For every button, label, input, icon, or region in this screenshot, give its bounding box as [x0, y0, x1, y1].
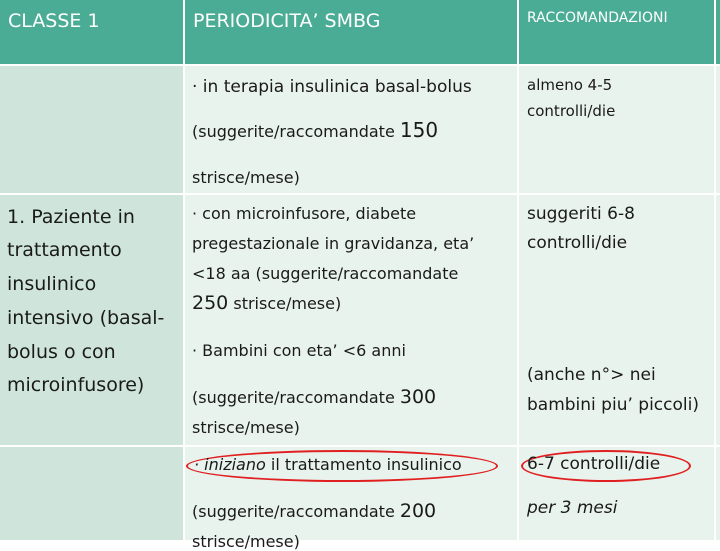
r2-frequency-a4	[192, 292, 341, 314]
r2-frequency-a2: pregestazionale in gravidanza, eta’	[192, 234, 475, 253]
row3-class-cell	[0, 446, 184, 540]
r2-class-line3: insulinico	[7, 273, 97, 295]
r3-recommendation-line1: 6-7 controlli/die	[527, 454, 661, 474]
r3-frequency-note: (suggerite/raccomandate	[192, 502, 395, 521]
r3-recommendation-line2: per 3 mesi	[527, 498, 618, 518]
r3-frequency-strips: 200	[399, 500, 437, 522]
header-recommendations: RACCOMANDAZIONI	[527, 10, 668, 26]
r2-recommendation-b2: bambini piu’ piccoli)	[527, 395, 699, 415]
r2-class-line5: bolus o con	[7, 341, 116, 363]
r2-frequency-b-note: (suggerite/raccomandate	[192, 388, 395, 407]
r2-class-line4: intensivo (basal-	[7, 307, 165, 329]
column-divider	[517, 0, 519, 540]
r2-recommendation-a1: suggeriti 6-8	[527, 204, 635, 224]
r1-frequency-line1: · in terapia insulinica basal-bolus	[192, 77, 472, 97]
r1-frequency-line3: strisce/mese)	[192, 168, 300, 187]
r3-frequency-line3: strisce/mese)	[192, 532, 300, 551]
r2-frequency-a1: · con microinfusore, diabete	[192, 204, 417, 223]
r2-frequency-a3: <18 aa (suggerite/raccomandate	[192, 264, 459, 283]
r2-recommendation-a2: controlli/die	[527, 233, 628, 253]
r2-frequency-b-strips: 300	[399, 386, 437, 408]
r2-frequency-b3: strisce/mese)	[192, 418, 300, 437]
row-divider	[0, 193, 720, 195]
r1-recommendation-line2: controlli/die	[527, 102, 616, 120]
r1-frequency-strips: 150	[399, 118, 439, 142]
r3-frequency-start: · iniziano	[194, 455, 266, 474]
row2-frequency-cell	[184, 194, 518, 446]
header-periodicity: PERIODICITA’ SMBG	[193, 10, 381, 32]
header-class: CLASSE 1	[8, 10, 100, 32]
r2-class-line2: trattamento	[7, 239, 122, 261]
r2-recommendation-b1: (anche n°> nei	[527, 365, 656, 385]
r2-class-line6: microinfusore)	[7, 374, 145, 396]
r1-frequency-note: (suggerite/raccomandate	[192, 122, 395, 141]
r1-frequency-line2	[192, 118, 438, 142]
r2-class-number: 1.	[7, 206, 26, 228]
row-divider	[0, 64, 720, 66]
r3-frequency-line1	[194, 455, 462, 474]
r2-frequency-a-unit: strisce/mese)	[233, 294, 342, 313]
r3-frequency-line2	[192, 500, 436, 522]
r2-frequency-b2	[192, 386, 436, 408]
row1-class-cell	[0, 64, 184, 194]
r3-frequency-treatment: il trattamento insulinico	[270, 455, 462, 474]
r2-frequency-b1: · Bambini con eta’ <6 anni	[192, 341, 406, 360]
r2-class-text: Paziente in	[31, 206, 135, 228]
column-divider	[714, 0, 716, 540]
r2-frequency-a-strips: 250	[192, 292, 229, 314]
r2-class-line1	[7, 206, 135, 228]
r1-recommendation-line1: almeno 4-5	[527, 76, 613, 94]
row-divider	[0, 445, 720, 447]
column-divider	[183, 0, 185, 540]
